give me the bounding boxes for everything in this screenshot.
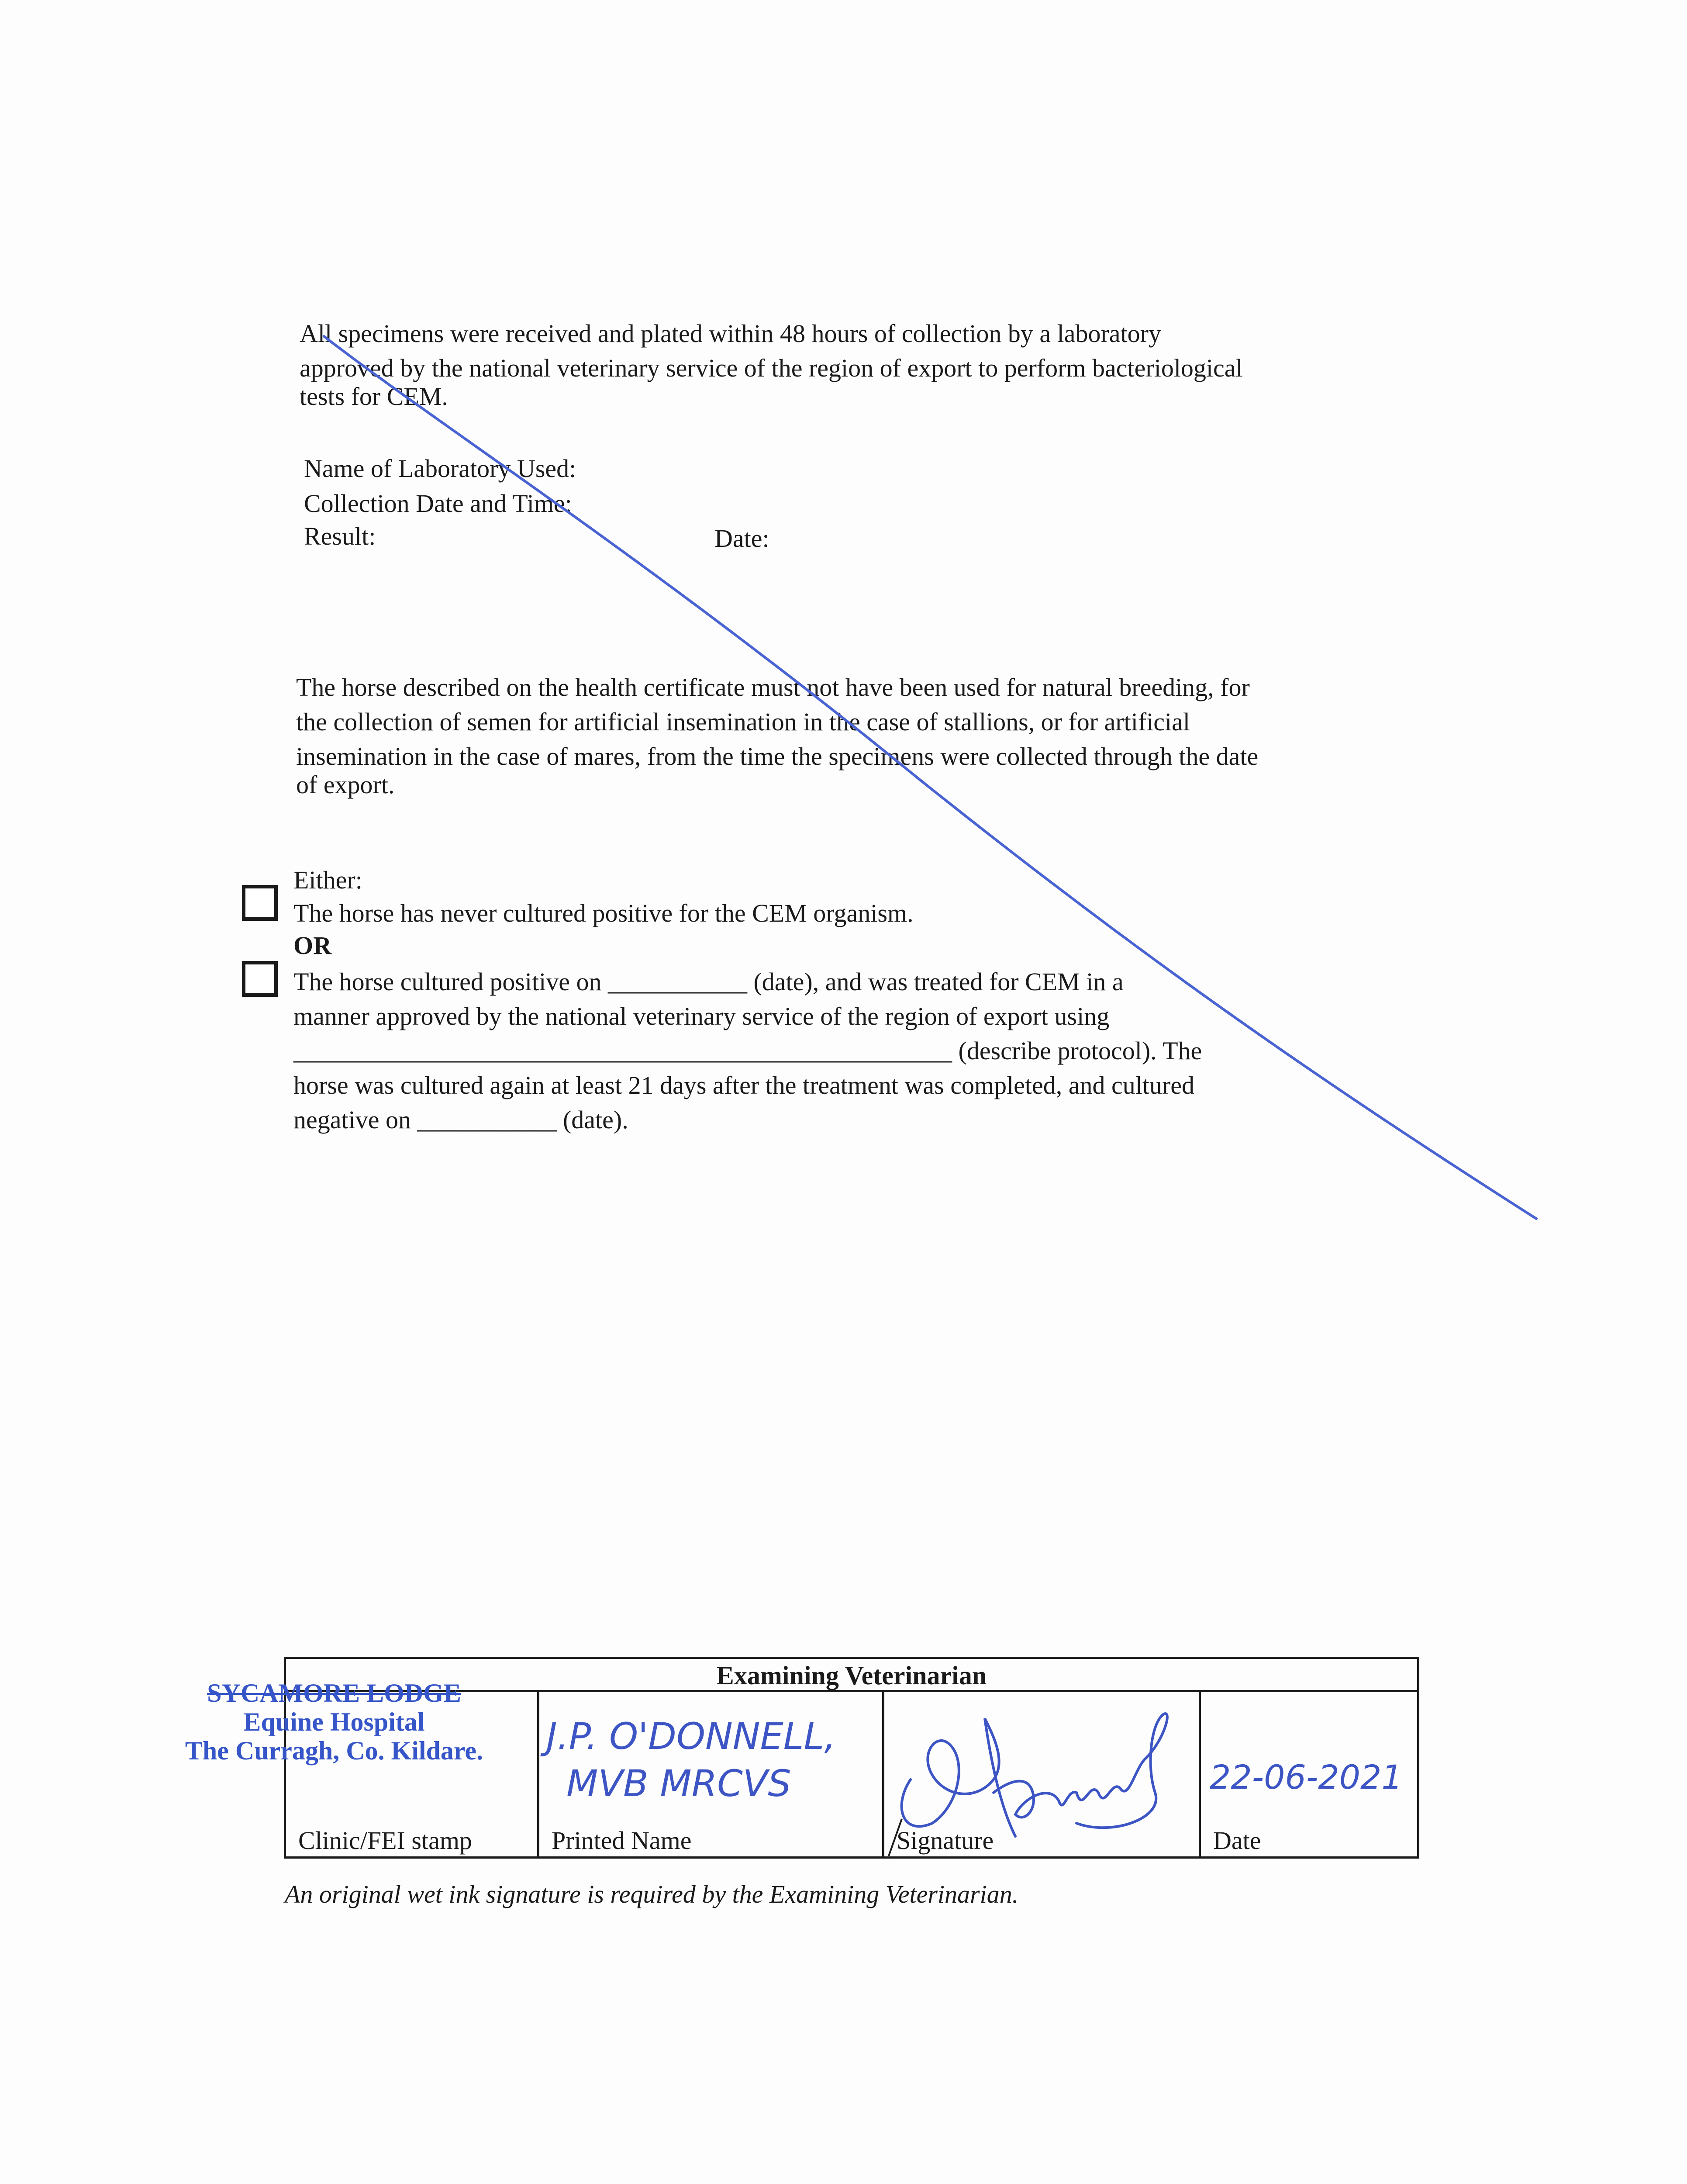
collection-date-label: Collection Date and Time: <box>304 489 572 518</box>
paragraph-line: insemination in the case of mares, from the time the specimens were collected through the date <box>296 742 1259 771</box>
result-label: Result: <box>304 522 376 550</box>
lab-name-label: Name of Laboratory Used: <box>304 454 576 483</box>
paragraph-breeding <box>296 670 1258 802</box>
printed-name-line-2: MVB MRCVS <box>566 1762 791 1805</box>
printed-name-line-1: J.P. O'DONNELL, <box>546 1715 836 1758</box>
paragraph-line: approved by the national veterinary service of the region of export to perform bacteriological <box>300 354 1243 382</box>
wet-ink-signature-note: An original wet ink signature is required by the Examining Veterinarian. <box>285 1880 1019 1908</box>
paragraph-line: All specimens were received and plated within 48 hours of collection by a laboratory <box>300 319 1161 348</box>
stamp-line-hospital: Equine Hospital <box>243 1707 425 1736</box>
option-line: negative on ___________ (date). <box>293 1106 628 1134</box>
option-line: horse was cultured again at least 21 days after the treatment was completed, and cultured <box>293 1071 1195 1099</box>
option-line: The horse cultured positive on ___________ (date), and was treated for CEM in a <box>293 968 1124 996</box>
table-header: Examining Veterinarian <box>286 1659 1417 1692</box>
stamp-line-name: SYCAMORE LODGE <box>207 1679 461 1707</box>
stamp-cell-label: Clinic/FEI stamp <box>298 1826 472 1855</box>
paragraph-line: The horse described on the health certificate must not have been used for natural breeding, for <box>296 673 1250 702</box>
option-line: manner approved by the national veterinary service of the region of export using <box>293 1002 1110 1030</box>
or-label: OR <box>293 931 331 960</box>
paragraph-line: of export. <box>296 771 395 799</box>
paragraph-specimens <box>300 316 1243 414</box>
date-label: Date <box>1213 1826 1261 1855</box>
signature-cell[interactable] <box>882 1692 1199 1859</box>
signature-label: Signature <box>897 1826 994 1855</box>
option-never-positive: The horse has never cultured positive for the CEM organism. <box>293 899 914 927</box>
signed-date-value: 22-06-2021 <box>1210 1758 1403 1797</box>
result-date-label: Date: <box>714 524 769 553</box>
printed-name-label: Printed Name <box>552 1826 692 1855</box>
paragraph-line: tests for CEM. <box>300 382 448 411</box>
either-label: Either: <box>293 866 362 894</box>
clinic-stamp <box>159 1679 509 1765</box>
cultured-positive-checkbox[interactable] <box>242 961 278 997</box>
option-cultured-positive <box>293 964 1202 1137</box>
stamp-line-address: The Curragh, Co. Kildare. <box>185 1736 483 1765</box>
paragraph-line: the collection of semen for artificial insemination in the case of stallions, or for artificial <box>296 708 1190 736</box>
never-positive-checkbox[interactable] <box>242 885 278 921</box>
option-line: ____________________________________________________ (describe protocol). The <box>293 1037 1202 1065</box>
printed-name-cell[interactable] <box>537 1692 882 1859</box>
date-cell[interactable] <box>1199 1692 1417 1859</box>
